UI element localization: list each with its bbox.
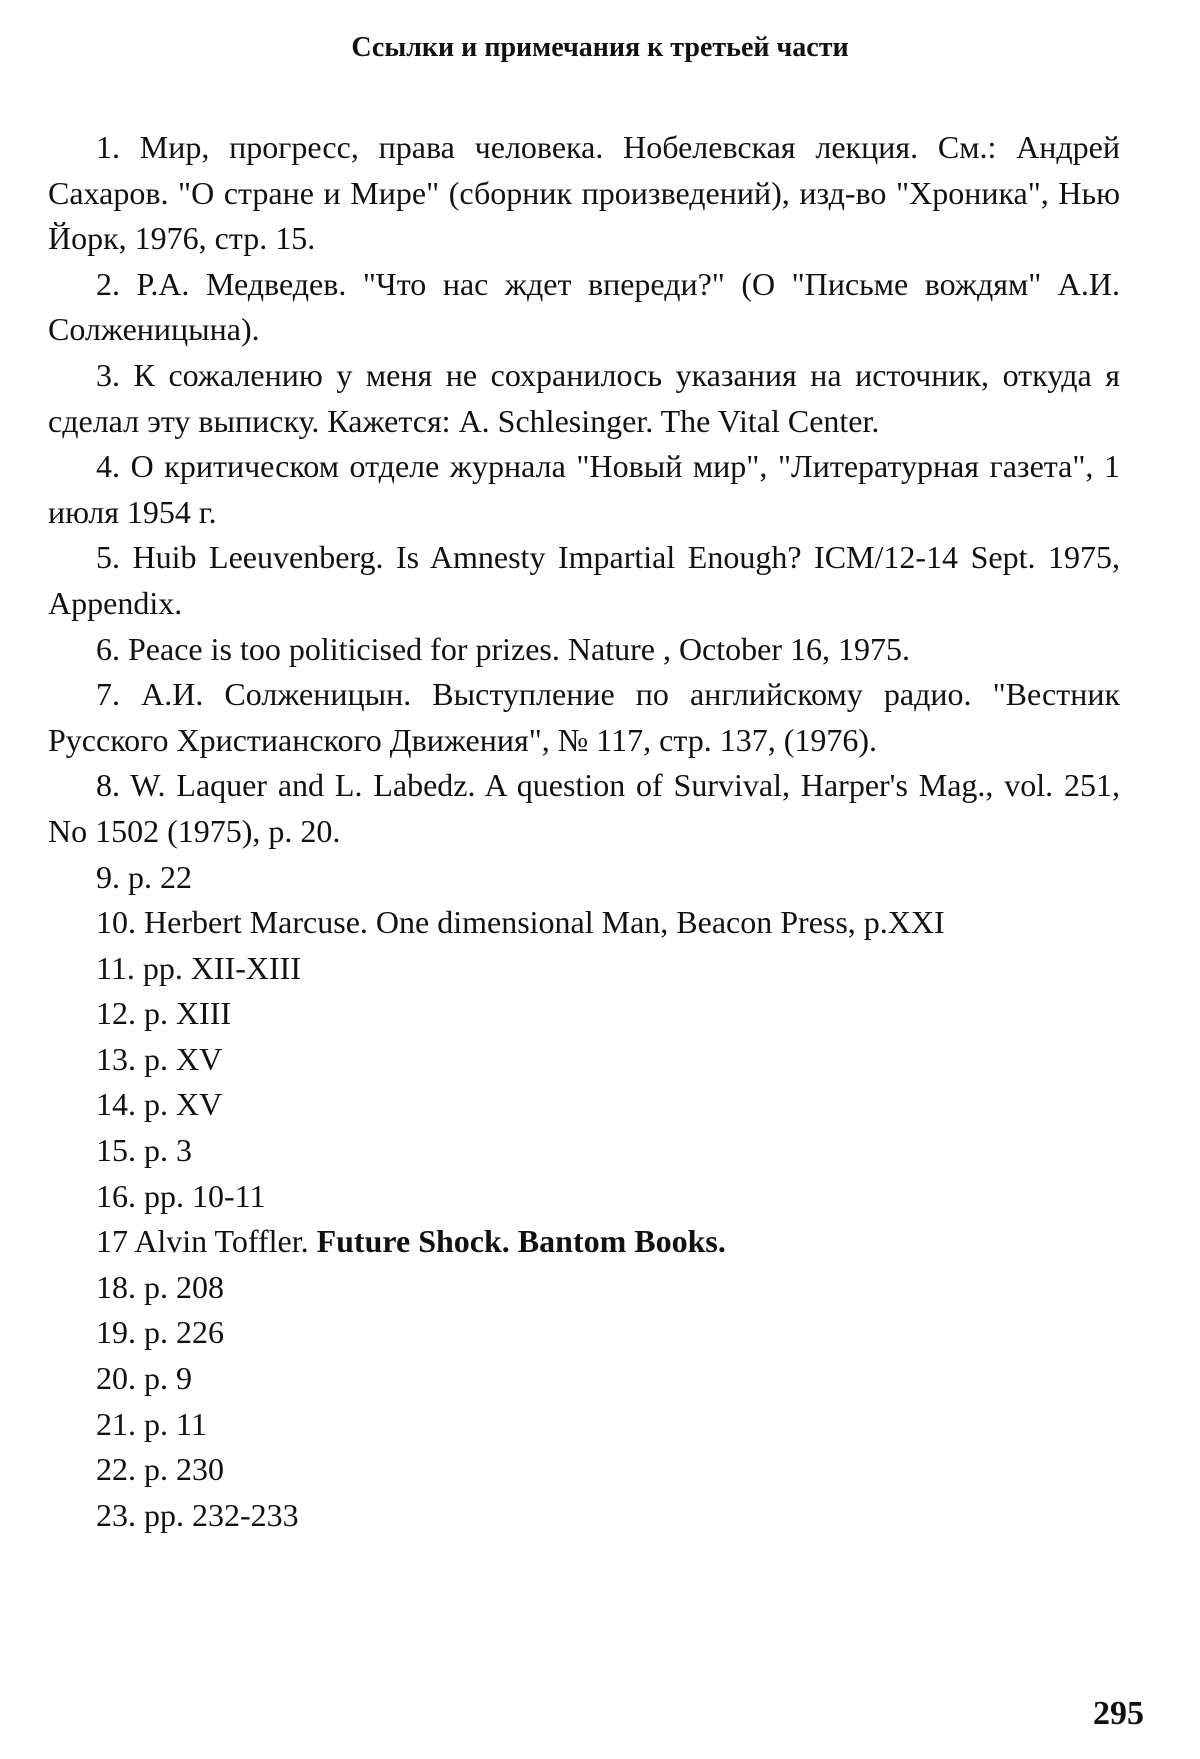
note-9: 9. p. 22 <box>96 858 192 895</box>
note-17-bold-title: Future Shock. Bantom Books. <box>316 1223 726 1260</box>
note-17 <box>48 1219 1120 1265</box>
note-1: 1. Мир, прогресс, права человека. Нобелевская лекция. См.: Андрей Сахаров. "О стране и Мире" (сборник произведений), изд-во "Хроника", Нью Йорк, 1976, стр. 15. <box>48 129 1120 257</box>
page-heading: Ссылки и примечания к третьей части <box>351 32 849 63</box>
note-16: 16. pp. 10-11 <box>96 1177 266 1214</box>
note-20: 20. p. 9 <box>96 1360 192 1397</box>
note-8: 8. W. Laquer and L. Labedz. A question of Survival, Harper's Mag., vol. 251, No 1502 (1975), p. 20. <box>48 767 1120 849</box>
note-4: 4. О критическом отделе журнала "Новый мир", "Литературная газета", 1 июля 1954 г. <box>48 448 1120 530</box>
note-3: 3. К сожалению у меня не сохранилось указания на источник, откуда я сделал эту выписку. Кажется: A. Schlesinger. The Vital Center. <box>48 356 1120 439</box>
note-22: 22. p. 230 <box>96 1451 224 1488</box>
note-15: 15. p. 3 <box>96 1132 192 1169</box>
note-23: 23. pp. 232-233 <box>96 1496 299 1533</box>
note-10: 10. Herbert Marcuse. One dimensional Man, Beacon Press, p.XXI <box>96 904 945 941</box>
note-21: 21. p. 11 <box>96 1405 207 1442</box>
note-19: 19. p. 226 <box>96 1314 224 1351</box>
notes-list <box>48 125 1120 1538</box>
note-12: 12. p. XIII <box>96 995 232 1032</box>
note-18: 18. p. 208 <box>96 1268 224 1305</box>
page-number: 295 <box>1093 1695 1144 1732</box>
note-14: 14. p. XV <box>96 1086 223 1123</box>
note-11: 11. pp. XII-XIII <box>96 949 301 986</box>
note-13: 13. p. XV <box>96 1040 223 1077</box>
note-7: 7. А.И. Солженицын. Выступление по английскому радио. "Вестник Русского Христианского Движения", № 117, стр. 137, (1976). <box>48 676 1120 758</box>
note-17-text: 17 Alvin Toffler. <box>96 1223 317 1260</box>
note-6: 6. Peace is too politicised for prizes. Nature , October 16, 1975. <box>96 630 910 667</box>
note-2: 2. Р.А. Медведев. "Что нас ждет впереди?" (О "Письме вождям" А.И. Солженицына). <box>48 265 1120 348</box>
note-5: 5. Huib Leeuvenberg. Is Amnesty Impartial Enough? ICM/12-14 Sept. 1975, Appendix. <box>48 539 1120 621</box>
